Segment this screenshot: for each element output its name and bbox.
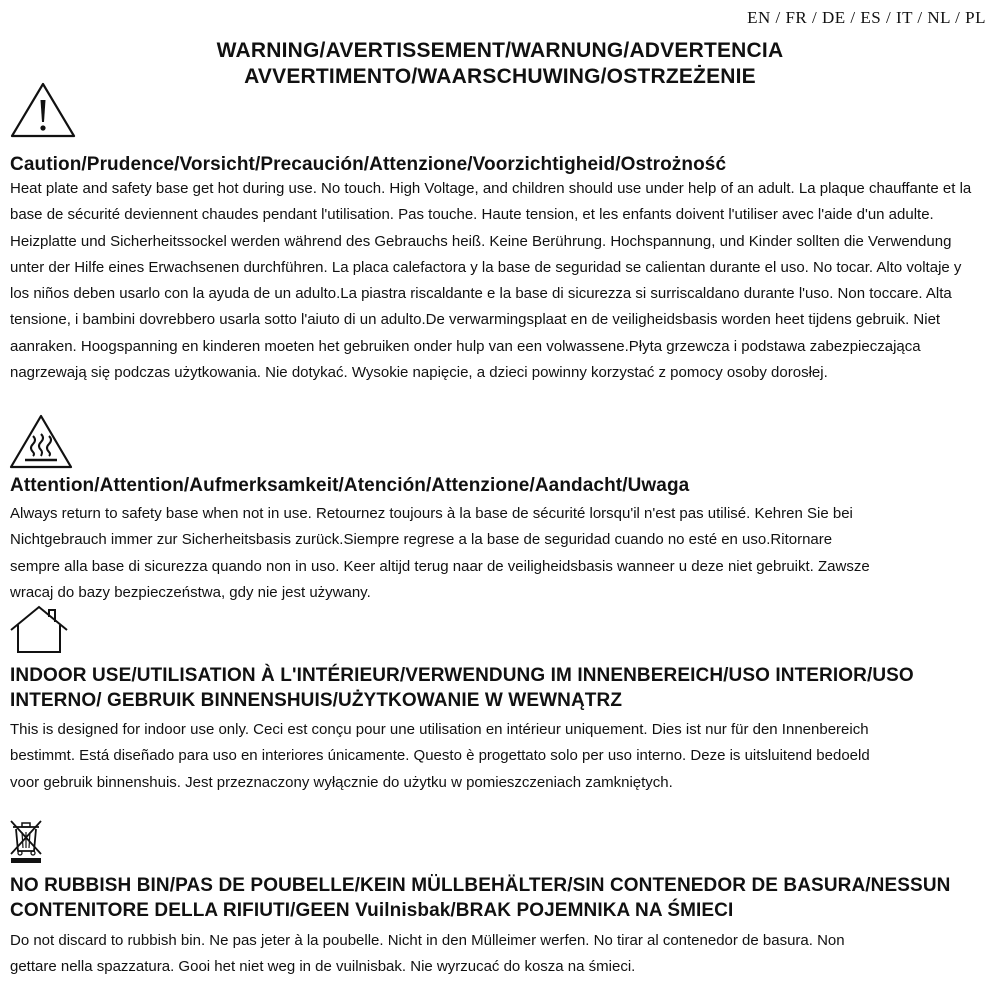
warning-triangle-icon: [8, 80, 78, 145]
no-rubbish-bin-heading: NO RUBBISH BIN/PAS DE POUBELLE/KEIN MÜLLBEHÄLTER/SIN CONTENEDOR DE BASURA/NESSUN CONTENITORE DELLA RIFIUTI/GEEN Vuilnisbak/BRAK POJEMNIKA NA ŚMIECI: [10, 875, 951, 921]
caution-body: Heat plate and safety base get hot during use. No touch. High Voltage, and children should use under help of an adult. La plaque chauffante et la base de sécurité deviennent chaudes pendant l'utilisation. Pas touche. Haute tension, et les enfants doivent l'utiliser avec l'aide d'un adulte. Heizplatte und Sicherheitssockel werden während des Gebrauchs heiß. Keine Berührung. Hochspannung, und Kinder sollten die Verwendung unter der Hilfe eines Erwachsenen durchführen. La placa calefactora y la base de seguridad se calientan durante el uso. No tocar. Alto voltaje y los niños deben usarlo con la ayuda de un adulto.La piastra riscaldante e la base di sicurezza si surriscaldano durante l'uso. Non toccare. Alta tensione, i bambini dovrebbero usarla sotto l'aiuto di un adulto.De verwarmingsplaat en de veiligheidsbasis worden heet tijdens gebruik. Niet aanraken. Hoogspanning en kinderen moeten het gebruiken onder hulp van een volwassene.Płyta grzewcza i podstawa zabezpieczająca nagrzewają się podczas użytkowania. Nie dotykać. Wysokie napięcie, a dzieci powinny korzystać z pomocy osoby dorosłej.: [10, 180, 972, 382]
page-title: [0, 38, 1000, 90]
indoor-use-heading: INDOOR USE/UTILISATION À L'INTÉRIEUR/VERWENDUNG IM INNENBEREICH/USO INTERIOR/USO INTERNO/ GEBRUIK BINNENSHUIS/UŻYTKOWANIE W WEWNĄTRZ: [10, 665, 914, 711]
language-list: EN / FR / DE / ES / IT / NL / PL: [747, 8, 986, 27]
crossed-bin-icon: [8, 818, 44, 869]
hot-surface-icon: [8, 413, 74, 476]
attention-heading: Attention/Attention/Aufmerksamkeit/Atención/Attenzione/Aandacht/Uwaga: [10, 475, 690, 496]
attention-body: Always return to safety base when not in use. Retournez toujours à la base de sécurité lorsqu'il n'est pas utilisé. Kehren Sie bei Nichtgebrauch immer zur Sicherheitsbasis zurück.Siempre regrese a la base de seguridad cuando no esté en uso.Ritornare sempre alla base di sicurezza quando non in uso. Keer altijd terug naar de veiligheidsbasis wanneer u deze niet gebruikt. Zawsze wracaj do bazy bezpieczeństwa, gdy nie jest używany.: [10, 505, 870, 601]
indoor-use-body: This is designed for indoor use only. Ceci est conçu pour une utilisation en intérieur uniquement. Dies ist nur für den Innenbereich bestimmt. Está diseñado para uso en interiores únicamente. Questo è progettato solo per uso interno. Deze is uitsluitend bedoeld voor gebruik binnenshuis. Jest przeznaczony wyłącznie do użytku w pomieszczeniach zamkniętych.: [10, 721, 870, 791]
no-rubbish-bin-body: Do not discard to rubbish bin. Ne pas jeter à la poubelle. Nicht in den Mülleimer werfen. No tirar al contenedor de basura. Non gettare nella spazzatura. Gooi het niet weg in de vuilnisbak. Nie wyrzucać do kosza na śmieci.: [10, 932, 845, 976]
caution-heading: Caution/Prudence/Vorsicht/Precaución/Attenzione/Voorzichtigheid/Ostrożność: [10, 154, 727, 175]
page-title-line-2: AVVERTIMENTO/WAARSCHUWING/OSTRZEŻENIE: [244, 65, 756, 88]
house-icon: [8, 603, 70, 660]
page-title-line-1: WARNING/AVERTISSEMENT/WARNUNG/ADVERTENCIA: [216, 39, 784, 62]
